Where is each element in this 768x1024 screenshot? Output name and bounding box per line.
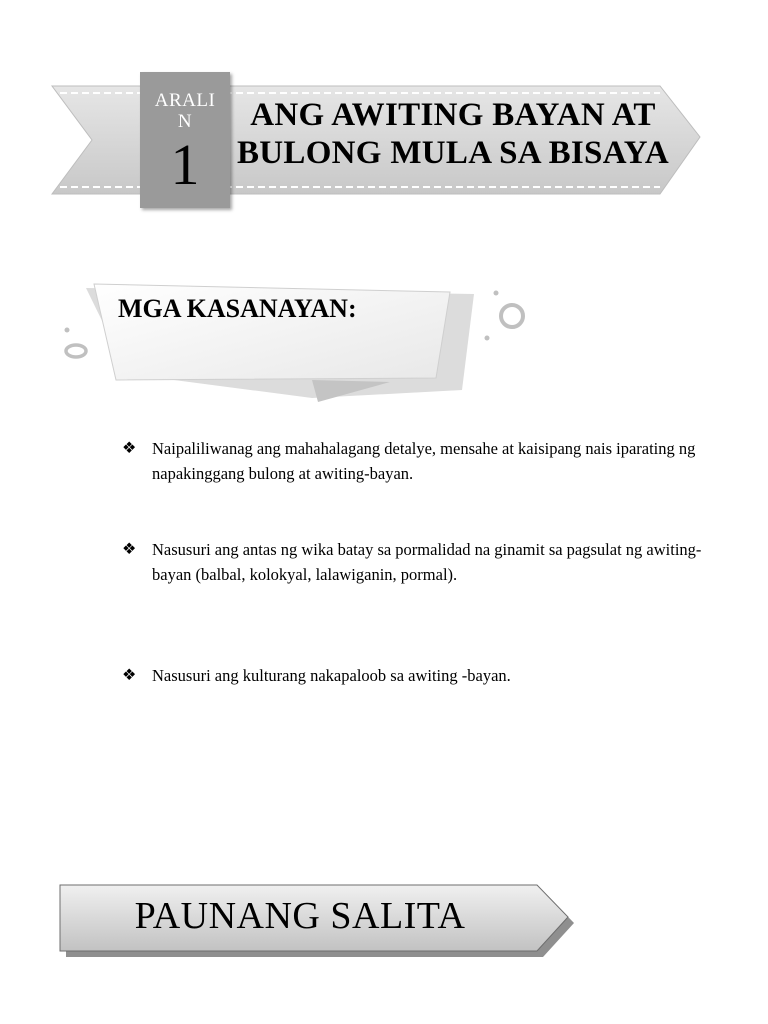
lesson-label: ARALIN	[154, 90, 216, 132]
lesson-number: 1	[170, 132, 200, 197]
decor-circle-small	[66, 345, 86, 357]
decor-dot	[485, 336, 490, 341]
decor-dot	[494, 291, 499, 296]
list-item-text: Nasusuri ang kulturang nakapaloob sa awiting -bayan.	[152, 666, 511, 685]
list-item	[122, 436, 702, 486]
skills-heading: MGA KASANAYAN:	[118, 294, 357, 323]
lesson-title: ANG AWITING BAYAN AT BULONG MULA SA BISAYA	[236, 97, 670, 171]
diamond-bullet-icon: ❖	[122, 667, 137, 684]
list-item	[122, 537, 702, 587]
diamond-bullet-icon: ❖	[122, 541, 137, 558]
skills-banner	[50, 270, 550, 410]
diamond-bullet-icon: ❖	[122, 440, 137, 457]
decor-circle-large	[501, 305, 523, 327]
preface-heading: PAUNANG SALITA	[134, 895, 466, 937]
list-item-text: Nasusuri ang antas ng wika batay sa pormalidad na ginamit sa pagsulat ng awiting-bayan (balbal, kolokyal, lalawiganin, pormal).	[152, 540, 702, 584]
lesson-badge	[140, 72, 230, 208]
list-item-text: Naipaliliwanag ang mahahalagang detalye, mensahe at kaisipang nais iparating ng napakinggang bulong at awiting-bayan.	[152, 439, 696, 483]
list-item	[122, 663, 511, 688]
lesson-title-container	[228, 96, 678, 194]
decor-dot	[65, 328, 70, 333]
